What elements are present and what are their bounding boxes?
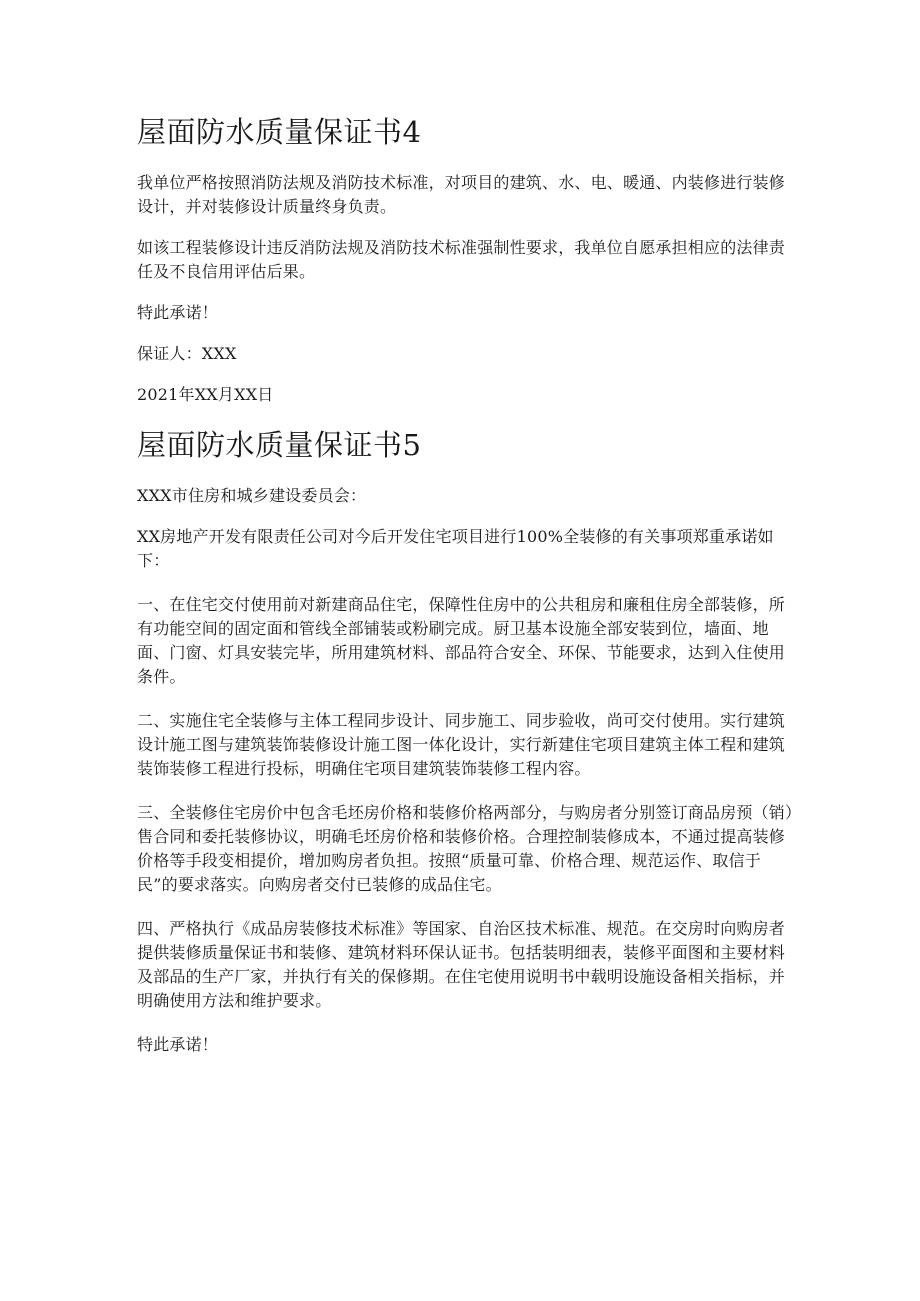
addressee-line: XXX市住房和城乡建设委员会： [137,486,367,505]
commitment-item-3: 三、全装修住宅房价中包含毛坯房价格和装修价格两部分，与购房者分别签订商品房预（销）售合同和委托装修协议，明确毛坯房价格和装修价格。合理控制装修成本，不通过提高装修价格等手段变相提价，增加购房者负担。按照“质量可靠、价格合理、规范运作、取信于民”的要求落实。向购房者交付已装修的成品住宅。 [137,803,794,894]
section-title-5: 屋面防水质量保证书5 [137,428,422,462]
closing-statement-2: 特此承诺！ [137,1035,219,1054]
paragraph-commitment: 我单位严格按照消防法规及消防技术标准，对项目的建筑、水、电、暖通、内装修进行装修设计，并对装修设计质量终身负责。 [137,173,786,216]
intro-paragraph: XX房地产开发有限责任公司对今后开发住宅项目进行100%全装修的有关事项郑重承诺如下： [137,527,774,570]
section-title-4: 屋面防水质量保证书4 [137,115,422,149]
closing-statement: 特此承诺！ [137,303,219,322]
date-line: 2021年XX月XX日 [137,385,274,404]
commitment-item-2: 二、实施住宅全装修与主体工程同步设计、同步施工、同步验收，尚可交付使用。实行建筑设计施工图与建筑装饰装修设计施工图一体化设计，实行新建住宅项目建筑主体工程和建筑装饰装修工程进行投标，明确住宅项目建筑装饰装修工程内容。 [137,711,786,778]
commitment-item-1: 一、在住宅交付使用前对新建商品住宅，保障性住房中的公共租房和廉租住房全部装修，所有功能空间的固定面和管线全部铺装或粉刷完成。厨卫基本设施全部安装到位，墙面、地面、门窗、灯具安装完毕，所用建筑材料、部品符合安全、环保、节能要求，达到入住使用条件。 [137,595,786,686]
document-content [137,112,797,1074]
paragraph-liability: 如该工程装修设计违反消防法规及消防技术标准强制性要求，我单位自愿承担相应的法律责任及不良信用评估后果。 [137,238,786,281]
commitment-item-4: 四、严格执行《成品房装修技术标准》等国家、自治区技术标准、规范。在交房时向购房者提供装修质量保证书和装修、建筑材料环保认证书。包括装明细表，装修平面图和主要材料及部品的生产厂家，并执行有关的保修期。在住宅使用说明书中载明设施设备相关指标，并明确使用方法和维护要求。 [137,919,786,1010]
guarantor-line: 保证人：XXX [137,344,237,363]
